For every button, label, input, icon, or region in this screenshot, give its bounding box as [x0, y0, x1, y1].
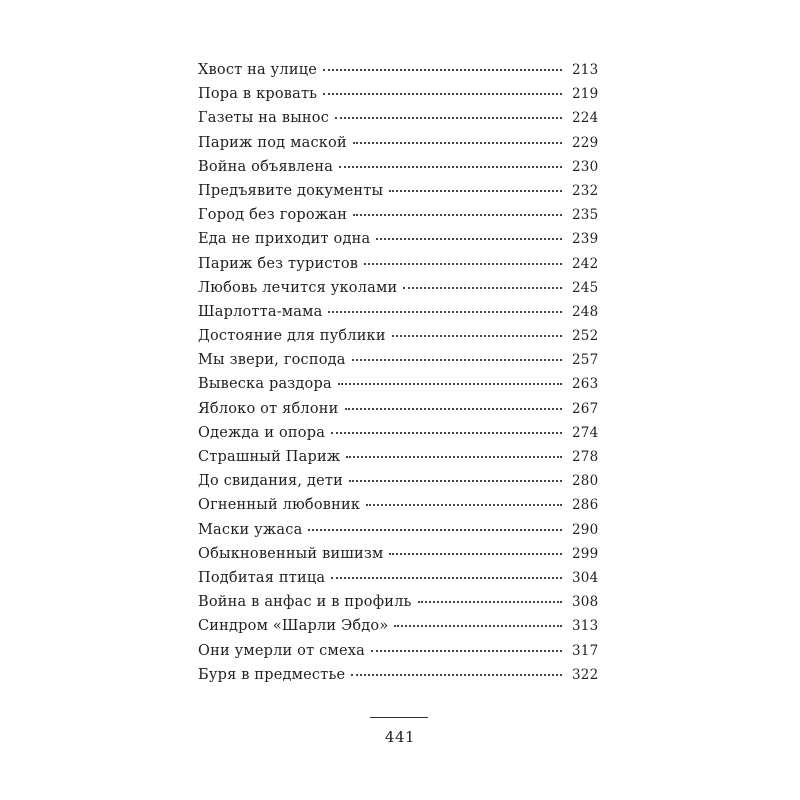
toc-entry [198, 570, 598, 594]
toc-entry [198, 352, 598, 376]
toc-entry-page: 248 [572, 303, 599, 320]
toc-entry-title: Париж без туристов [198, 255, 359, 272]
dot-leader [323, 93, 562, 95]
toc-entry [198, 256, 598, 280]
toc-entry-title: Война объявлена [198, 158, 334, 175]
dot-leader [338, 383, 562, 385]
dot-leader [331, 577, 562, 579]
toc-entry [198, 643, 598, 667]
toc-entry-page: 224 [572, 110, 599, 127]
toc-entry-page: 280 [572, 473, 599, 490]
toc-entry [198, 376, 598, 400]
toc-entry [198, 328, 598, 352]
toc-entry-title: Буря в предместье [198, 666, 346, 683]
dot-leader [353, 214, 562, 216]
toc-entry-title: Любовь лечится уколами [198, 279, 398, 296]
dot-leader [328, 311, 562, 313]
dot-leader [335, 117, 562, 119]
toc-entry [198, 110, 598, 134]
toc-entry [198, 667, 598, 691]
toc-entry [198, 62, 598, 86]
dot-leader [364, 263, 562, 265]
dot-leader [389, 553, 562, 555]
toc-entry-title: Страшный Париж [198, 449, 341, 465]
toc-entry-title: Газеты на вынос [198, 110, 330, 127]
toc-entry-title: Огненный любовник [198, 497, 361, 514]
toc-entry-page: 239 [572, 231, 599, 248]
toc-entry-title: Еда не приходит одна [198, 231, 371, 248]
toc-entry-title: Предъявите документы [198, 182, 384, 199]
toc-entry-title: Достояние для публики [198, 328, 386, 345]
dot-leader [394, 625, 562, 627]
toc-entry-page: 213 [572, 62, 599, 78]
toc-entry-title: Город без горожан [198, 207, 348, 224]
dot-leader [392, 335, 562, 337]
toc-entry-title: Мы звери, господа [198, 352, 346, 369]
dot-leader [353, 142, 562, 144]
dot-leader [345, 408, 563, 410]
toc-entry-title: Шарлотта-мама [198, 303, 323, 320]
toc-entry-page: 230 [572, 158, 599, 175]
table-of-contents [198, 62, 598, 691]
toc-entry-page: 274 [572, 424, 599, 441]
toc-entry-title: Вывеска раздора [198, 376, 332, 393]
toc-entry-page: 290 [572, 521, 599, 538]
toc-entry-page: 322 [572, 666, 599, 683]
toc-entry-title: Хвост на улице [198, 62, 317, 78]
toc-entry [198, 546, 598, 570]
toc-entry [198, 522, 598, 546]
dot-leader [371, 650, 562, 652]
dot-leader [366, 504, 562, 506]
toc-entry-page: 242 [572, 255, 599, 272]
toc-entry [198, 449, 598, 473]
toc-entry-title: Маски ужаса [198, 521, 303, 538]
toc-entry [198, 304, 598, 328]
toc-entry [198, 183, 598, 207]
toc-entry-page: 229 [572, 134, 599, 151]
toc-entry [198, 425, 598, 449]
dot-leader [339, 166, 562, 168]
toc-entry-page: 313 [572, 618, 599, 635]
toc-entry-page: 278 [572, 449, 599, 465]
toc-entry-title: Одежда и опора [198, 424, 326, 441]
dot-leader [331, 432, 562, 434]
dot-leader [376, 238, 562, 240]
toc-entry-title: Обыкновенный вишизм [198, 545, 384, 562]
toc-entry-title: Синдром «Шарли Эбдо» [198, 618, 389, 635]
toc-entry-page: 317 [572, 642, 599, 659]
toc-entry [198, 594, 598, 618]
toc-entry [198, 618, 598, 642]
toc-entry [198, 86, 598, 110]
toc-entry-title: Подбитая птица [198, 569, 326, 586]
toc-entry-page: 267 [572, 400, 599, 417]
toc-entry-page: 252 [572, 328, 599, 345]
footer-divider [370, 717, 428, 718]
toc-entry-page: 235 [572, 207, 599, 224]
toc-entry [198, 473, 598, 497]
dot-leader [349, 480, 562, 482]
toc-entry-page: 299 [572, 545, 599, 562]
toc-entry [198, 135, 598, 159]
toc-entry-page: 263 [572, 376, 599, 393]
toc-entry-page: 245 [572, 279, 599, 296]
toc-entry-page: 232 [572, 182, 599, 199]
dot-leader [403, 287, 562, 289]
toc-entry-title: Они умерли от смеха [198, 642, 365, 659]
toc-entry-page: 286 [572, 497, 599, 514]
dot-leader [323, 69, 562, 71]
page-number: 441 [384, 728, 416, 746]
dot-leader [352, 359, 562, 361]
toc-entry [198, 401, 598, 425]
toc-entry-title: Пора в кровать [198, 86, 318, 103]
dot-leader [351, 674, 562, 676]
toc-entry-page: 257 [572, 352, 599, 369]
toc-entry-page: 219 [572, 86, 599, 103]
dot-leader [389, 190, 562, 192]
dot-leader [308, 529, 562, 531]
toc-entry [198, 497, 598, 521]
dot-leader [418, 601, 562, 603]
toc-entry-title: Париж под маской [198, 134, 347, 151]
toc-entry [198, 207, 598, 231]
toc-entry [198, 280, 598, 304]
toc-entry-page: 308 [572, 594, 599, 611]
toc-entry-title: До свидания, дети [198, 473, 343, 490]
toc-entry [198, 159, 598, 183]
toc-entry-page: 304 [572, 569, 599, 586]
toc-entry-title: Война в анфас и в профиль [198, 594, 412, 611]
toc-entry [198, 231, 598, 255]
dot-leader [346, 456, 562, 458]
toc-entry-title: Яблоко от яблони [198, 400, 339, 417]
